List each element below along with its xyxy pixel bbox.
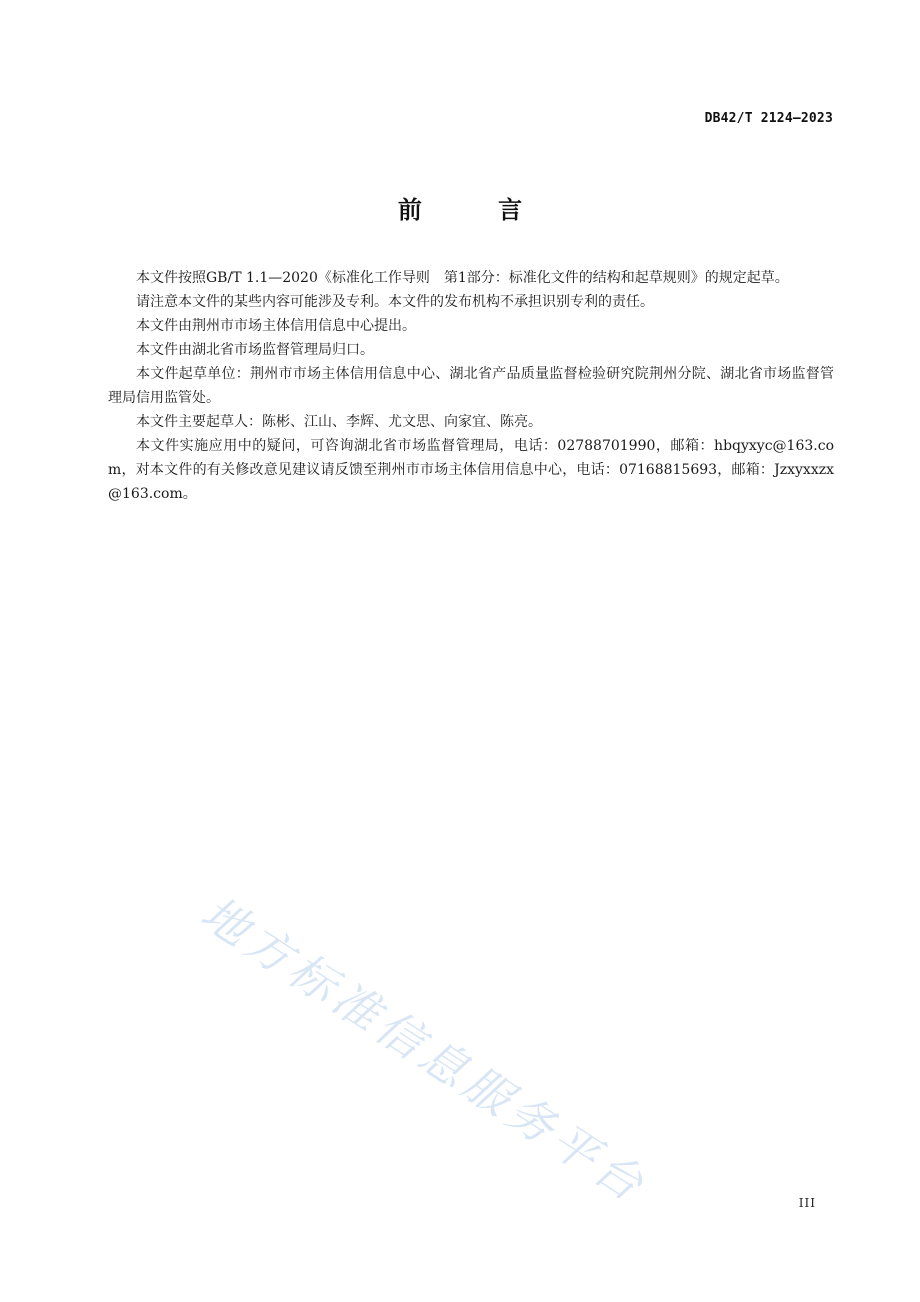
standard-code: DB42/T 2124—2023: [704, 111, 833, 126]
page-title: 前 言: [397, 196, 557, 224]
paragraph-contact-info: 本文件实施应用中的疑问，可咨询湖北省市场监督管理局，电话：02788701990，邮箱：hbqyxyc@163.com，对本文件的有关修改意见建议请反馈至荆州市市场主体信用信息中心，电话：07168815693，邮箱：Jzxyxxzx@163.com。: [108, 438, 834, 502]
paragraph-drafters: 本文件主要起草人：陈彬、江山、李辉、尤文思、向家宜、陈亮。: [136, 414, 542, 430]
paragraph-drafting-units: 本文件起草单位：荆州市市场主体信用信息中心、湖北省产品质量监督检验研究院荆州分院、湖北省市场监督管理局信用监管处。: [108, 366, 834, 406]
watermark: 地方标准信息服务平台: [191, 885, 658, 1215]
page-number: III: [798, 1196, 816, 1210]
foreword-body: [108, 266, 834, 506]
paragraph-patent-notice: 请注意本文件的某些内容可能涉及专利。本文件的发布机构不承担识别专利的责任。: [136, 294, 654, 310]
paragraph-proposer: 本文件由荆州市市场主体信用信息中心提出。: [136, 318, 416, 334]
paragraph-centralized-unit: 本文件由湖北省市场监督管理局归口。: [136, 342, 374, 358]
paragraph-drafting-rules: 本文件按照GB/T 1.1—2020《标准化工作导则 第1部分：标准化文件的结构和起草规则》的规定起草。: [136, 270, 789, 286]
